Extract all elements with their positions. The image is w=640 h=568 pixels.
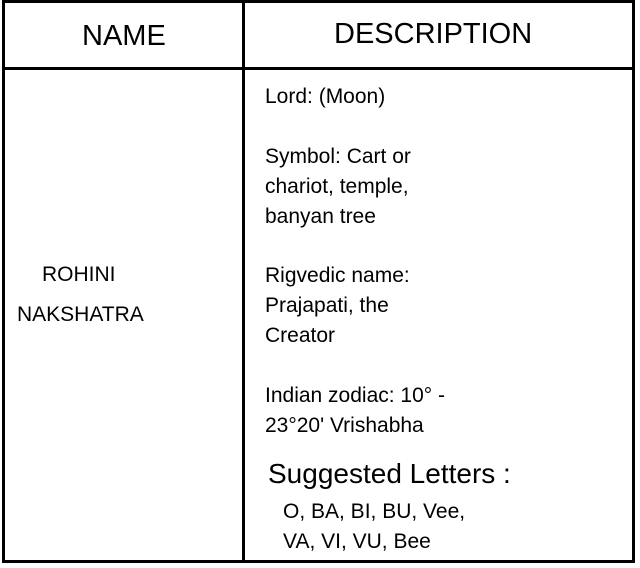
- lord-text: Lord: (Moon): [265, 85, 386, 108]
- zodiac-line-1: Indian zodiac: 10° -: [265, 384, 446, 407]
- table-border-left: [2, 0, 5, 563]
- nakshatra-name-line-2: NAKSHATRA: [17, 303, 144, 326]
- symbol-line-1: Symbol: Cart or: [265, 145, 411, 168]
- header-description: DESCRIPTION: [334, 18, 533, 50]
- header-divider: [3, 67, 635, 70]
- table-border-bottom: [3, 560, 635, 563]
- nakshatra-name-line-1: ROHINI: [42, 263, 116, 286]
- rigvedic-line-1: Rigvedic name:: [265, 264, 410, 287]
- table-border-top: [3, 0, 635, 3]
- suggested-letters-line-2: VA, VI, VU, Bee: [283, 530, 431, 553]
- suggested-letters-heading: Suggested Letters :: [268, 458, 511, 489]
- zodiac-line-2: 23°20' Vrishabha: [265, 414, 424, 437]
- symbol-line-3: banyan tree: [265, 205, 376, 228]
- rigvedic-line-3: Creator: [265, 324, 336, 347]
- rigvedic-line-2: Prajapati, the: [265, 294, 389, 317]
- column-divider: [242, 0, 245, 563]
- table-border-right: [632, 0, 635, 563]
- suggested-letters-line-1: O, BA, BI, BU, Vee,: [283, 500, 466, 523]
- header-name: NAME: [82, 20, 166, 52]
- symbol-line-2: chariot, temple,: [265, 175, 409, 198]
